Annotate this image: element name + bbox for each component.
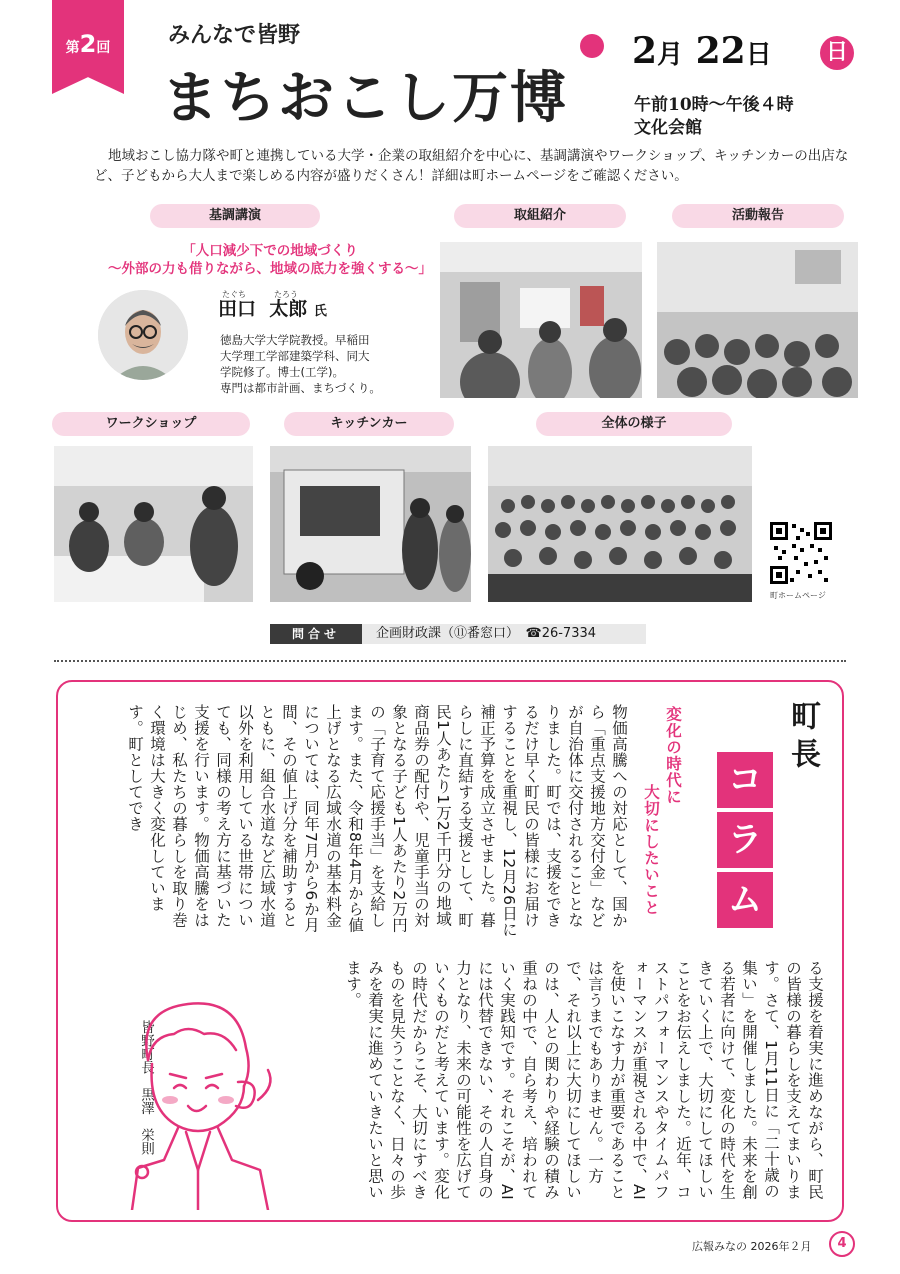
keynote-title-line2: 〜外部の力も借りながら、地域の底力を強くする〜」 — [108, 261, 432, 277]
date-month: 2 — [632, 30, 658, 72]
qr-code-icon[interactable] — [770, 522, 832, 584]
intro-text: 地域おこし協力隊や町と連携している大学・企業の取組紹介を中心に、基調講演やワークショップ、キッチンカーの出店など、子どもから大人まで楽しめる内容が盛りだくさん！詳細は町ホームページをご確認ください。 — [94, 148, 849, 184]
name-given: 太郎 — [269, 298, 308, 320]
ruby-given: たろう — [274, 290, 298, 299]
bio-line: 専門は都市計画、まちづくり。 — [220, 381, 381, 395]
ruby-family: たぐち — [222, 290, 246, 299]
qr-caption: 町ホームページ — [770, 591, 826, 600]
contact-text: 企画財政課（⑪番窓口） ☎26-7334 — [376, 626, 597, 641]
koramu-char: ム — [717, 872, 773, 928]
name-honorific: 氏 — [313, 304, 327, 319]
photo-workshop — [54, 446, 253, 602]
date-day: 22 — [695, 30, 746, 72]
event-venue: 文化会館 — [634, 118, 702, 138]
column-headline-2: 大切にしたいこと — [642, 784, 660, 916]
label-workshop: ワークショップ — [52, 412, 250, 436]
bio-line: 学院修了。博士(工学)。 — [220, 365, 344, 379]
koramu-stack — [717, 752, 773, 932]
label-kitchencar: キッチンカー — [284, 412, 454, 436]
footer-publication: 広報みなの 2026年２月 — [692, 1240, 812, 1253]
issue-digit: 2 — [79, 30, 97, 58]
issue-prefix: 第 — [65, 40, 80, 56]
bio-line: 徳島大学大学院教授。早稲田 — [220, 333, 370, 347]
event-time: 午前10時〜午後４時 — [634, 95, 794, 115]
bio-line: 大学理工学部建築学科、同大 — [220, 349, 370, 363]
photo-torikumi — [440, 242, 642, 398]
issue-number — [52, 30, 124, 58]
keynote-title — [100, 242, 440, 278]
label-zentai: 全体の様子 — [536, 412, 732, 436]
event-subtitle: みんなで皆野 — [168, 23, 301, 48]
column-body-upper: 物価高騰への対応として、国から「重点支援地方交付金」などが自治体に交付されることとなりました。町では、支援をできるだけ早く町民の皆様にお届けすることを重視し、12月26日に補正予算を成立させました。暮らしに直結する支援として、町民1人あたり1万2千円分の地域商品券の配付や、児童手当の対象となる子ども1人あたり2万円の「子育て応援手当」を支給します。また、令和8年4月から値上げとなる広域水道の基本料金については、同年7月から6か月間、その値上げ分を補助するとともに、組合水道など広域水道以外を利用している世帯についても、同様の考え方に基づいた支援を行います。物価高騰をはじめ、私たちの暮らしを取り巻く環境は大きく変化しています。町としてでき — [126, 704, 628, 938]
speaker-bio — [220, 332, 440, 396]
day-of-week-badge: 日 — [820, 36, 854, 70]
column-signature: 皆野町長 黒澤 栄則 — [138, 1020, 154, 1155]
keynote-title-line1: 「人口減少下での地域づくり — [182, 243, 358, 259]
column-headline-1: 変化の時代に — [664, 706, 682, 805]
date-day-unit: 日 — [745, 40, 772, 70]
section-divider — [54, 660, 846, 662]
photo-kitchencar — [270, 446, 471, 602]
label-katsudo: 活動報告 — [672, 204, 844, 228]
date-month-unit: 月 — [657, 40, 684, 70]
photo-katsudo — [657, 242, 858, 398]
column-title: 町長 — [785, 700, 820, 776]
mayor-avatar-illustration — [108, 990, 288, 1210]
photo-zentai — [488, 446, 752, 602]
event-date — [632, 30, 772, 72]
koramu-char: ラ — [717, 812, 773, 868]
event-title: まちおこし万博 — [162, 66, 568, 131]
issue-suffix: 回 — [96, 40, 111, 56]
label-keynote: 基調講演 — [150, 204, 320, 228]
page-number: 4 — [829, 1231, 855, 1257]
speaker-portrait — [98, 290, 188, 380]
name-family: 田口 — [218, 298, 257, 320]
koramu-char: コ — [717, 752, 773, 808]
title-accent-dot — [580, 34, 604, 58]
contact-label: 問合せ — [270, 624, 362, 644]
label-torikumi: 取組紹介 — [454, 204, 626, 228]
speaker-name — [218, 294, 327, 321]
column-body-lower: る支援を着実に進めながら、町民の皆様の暮らしを支えてまいります。さて、1月11日に「二十歳の集い」を開催しました。未来を創る若者に向けて、変化の時代を生きていく上で、大切にしてほしいことをお伝えしました。近年、コストパフォーマンスやタイムパフォーマンスが重視される中で、AIを使いこなす力が重要であることは言うまでもありません。一方で、それ以上に大切にしてほしいのは、人との関わりや経験の積み重ねの中で、自ら考え、培われていく実践知です。それこそが、AIには代替できない、その人自身の力となり、未来の可能性を広げていくものだと考えています。変化の時代だからこそ、大切にすべきものを見失うことなく、日々の歩みを着実に進めていきたいと思います。 — [344, 960, 824, 1201]
